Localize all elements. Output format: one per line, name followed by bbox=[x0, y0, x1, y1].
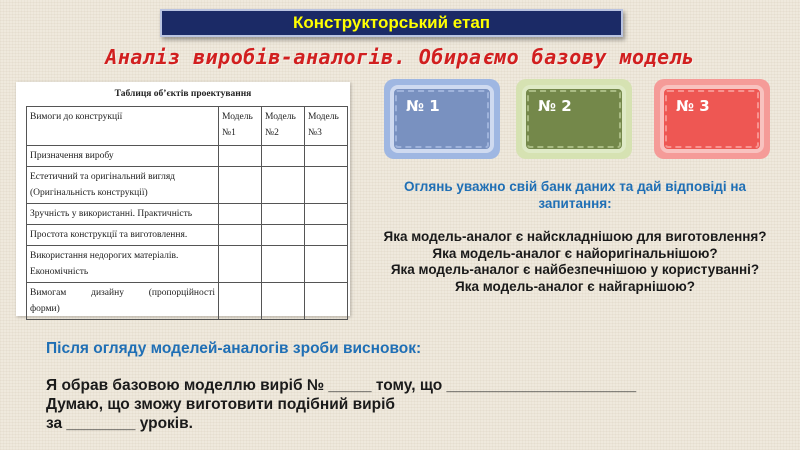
conclusion-heading: Після огляду моделей-аналогів зроби висновок: bbox=[46, 340, 422, 357]
table-caption: Таблиця об’єктів проектування bbox=[114, 89, 252, 99]
requirement-cell bbox=[27, 246, 219, 283]
model-cell bbox=[305, 225, 348, 246]
model-card-3[interactable] bbox=[660, 85, 764, 153]
design-objects-table bbox=[26, 106, 348, 320]
header-model-3 bbox=[305, 107, 348, 146]
requirement-line: (Оригінальність конструкції) bbox=[30, 188, 148, 198]
model-cell bbox=[305, 246, 348, 283]
requirement-line: Економічність bbox=[30, 267, 89, 277]
requirement-cell bbox=[27, 283, 219, 320]
header-requirements: Вимоги до конструкції bbox=[27, 107, 219, 146]
requirement-cell: Простота конструкції та виготовлення. bbox=[27, 225, 219, 246]
model-cell bbox=[219, 167, 262, 204]
table-row bbox=[27, 167, 348, 204]
conclusion-line: за ________ уроків. bbox=[46, 415, 193, 432]
header-model-1 bbox=[219, 107, 262, 146]
model-cell bbox=[305, 204, 348, 225]
question-item: Яка модель-аналог є найскладнішою для виготовлення? bbox=[383, 229, 767, 244]
table-row bbox=[27, 246, 348, 283]
question-item: Яка модель-аналог є найгарнішою? bbox=[455, 278, 695, 294]
table-row bbox=[27, 283, 348, 320]
model-cell bbox=[219, 246, 262, 283]
requirement-line: Використання недорогих матеріалів. bbox=[30, 251, 179, 261]
model-cell bbox=[305, 283, 348, 320]
banner-title: Конструкторський етап bbox=[292, 13, 491, 32]
model-cell bbox=[219, 283, 262, 320]
model-cell bbox=[219, 204, 262, 225]
model-card-label: № 3 bbox=[676, 97, 710, 115]
questions-list bbox=[380, 229, 770, 295]
model-cell bbox=[305, 167, 348, 204]
table-row bbox=[27, 146, 348, 167]
conclusion-line: Думаю, що зможу виготовити подібний виріб bbox=[46, 396, 395, 413]
requirement-cell bbox=[27, 167, 219, 204]
question-item: Яка модель-аналог є найоригінальнішою? bbox=[432, 245, 718, 261]
header-model-label: Модель bbox=[222, 112, 253, 122]
requirement-line: Естетичний та оригінальний вигляд bbox=[30, 172, 176, 182]
model-cell bbox=[262, 225, 305, 246]
question-item: Яка модель-аналог є найбезпечнішою у користуванні? bbox=[390, 262, 760, 277]
model-cell bbox=[262, 146, 305, 167]
header-model-number: №2 bbox=[265, 128, 279, 138]
model-cell bbox=[262, 283, 305, 320]
conclusion-line: Я обрав базовою моделлю виріб № _____ тому, що ______________________ bbox=[46, 377, 637, 394]
header-model-number: №3 bbox=[308, 128, 322, 138]
model-card-label: № 1 bbox=[406, 97, 440, 115]
instruction-text: Оглянь уважно свій банк даних та дай відповіді на запитання: bbox=[403, 179, 746, 211]
header-model-number: №1 bbox=[222, 128, 236, 138]
model-card-2[interactable] bbox=[522, 85, 626, 153]
header-model-label: Модель bbox=[265, 112, 296, 122]
model-cell bbox=[262, 246, 305, 283]
section-banner bbox=[160, 9, 623, 37]
model-card-label: № 2 bbox=[538, 97, 572, 115]
model-cell bbox=[219, 146, 262, 167]
model-cell bbox=[219, 225, 262, 246]
table-row bbox=[27, 204, 348, 225]
design-objects-table-card bbox=[16, 82, 350, 316]
model-cell bbox=[305, 146, 348, 167]
header-model-2 bbox=[262, 107, 305, 146]
requirement-line: Вимогам дизайну (пропорційності bbox=[30, 288, 215, 298]
conclusion-text bbox=[46, 376, 636, 433]
model-cell bbox=[262, 167, 305, 204]
header-model-label: Модель bbox=[308, 112, 339, 122]
table-row bbox=[27, 225, 348, 246]
model-card-1[interactable] bbox=[390, 85, 494, 153]
requirement-line: форми) bbox=[30, 304, 60, 314]
table-header-row bbox=[27, 107, 348, 146]
slide-subtitle: Аналіз виробів-аналогів. Обираємо базову модель bbox=[105, 45, 695, 69]
requirement-cell: Призначення виробу bbox=[27, 146, 219, 167]
model-cell bbox=[262, 204, 305, 225]
requirement-cell: Зручність у використанні. Практичність bbox=[27, 204, 219, 225]
